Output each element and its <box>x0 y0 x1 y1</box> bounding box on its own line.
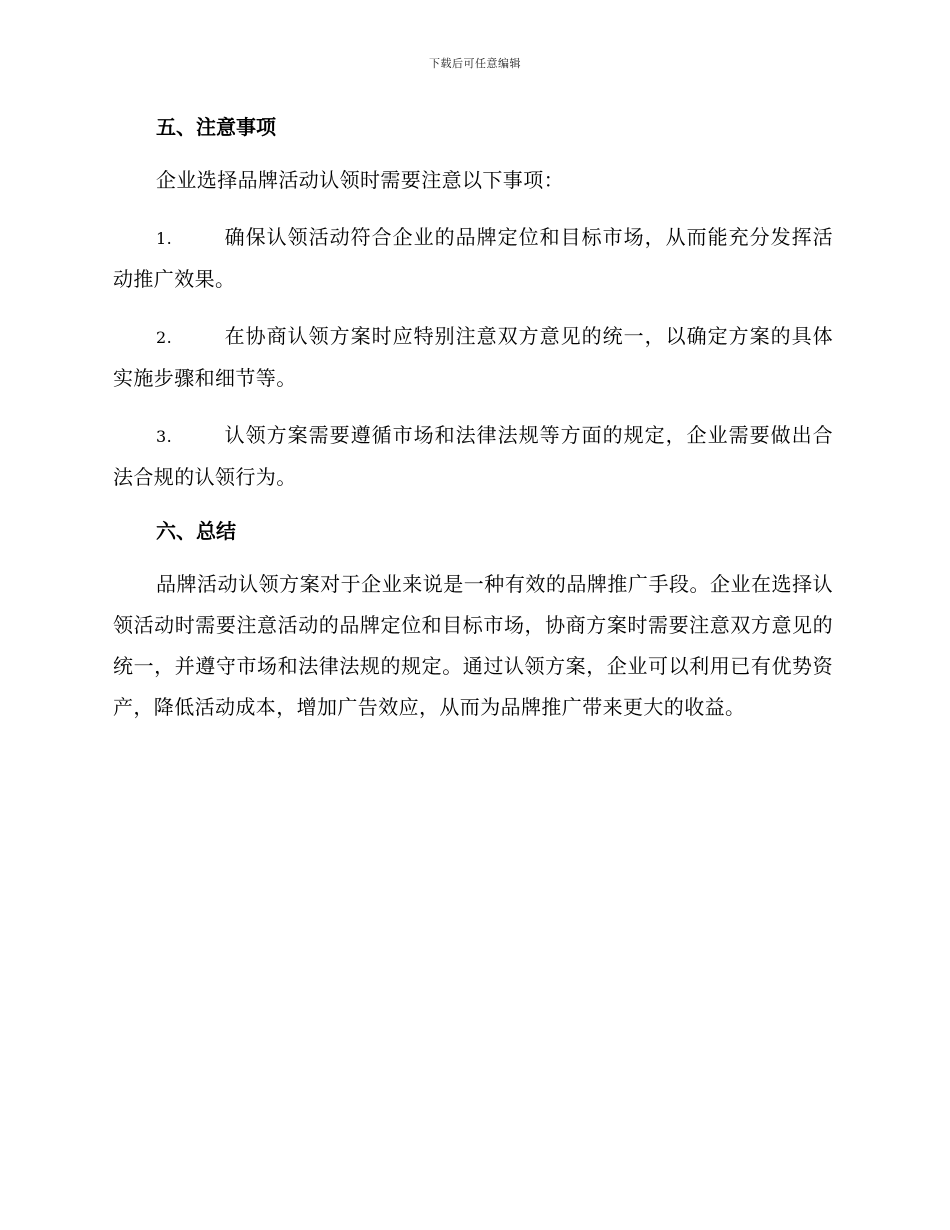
precautions-intro: 企业选择品牌活动认领时需要注意以下事项： <box>156 168 564 192</box>
document-body <box>113 110 833 744</box>
list-item <box>113 316 833 399</box>
summary-paragraph: 品牌活动认领方案对于企业来说是一种有效的品牌推广手段。企业在选择认领活动时需要注意活动的品牌定位和目标市场，协商方案时需要注意双方意见的统一，并遵守市场和法律法规的规定。通过认领方案，企业可以利用已有优势资产，降低活动成本，增加广告效应，从而为品牌推广带来更大的收益。 <box>113 572 833 719</box>
header-note: 下载后可任意编辑 <box>429 57 521 70</box>
section-heading-precautions: 五、注意事项 <box>156 115 276 139</box>
list-item-number: 1. <box>156 229 173 248</box>
section-heading-summary: 六、总结 <box>156 519 236 543</box>
list-item-text: 在协商认领方案时应特别注意双方意见的统一，以确定方案的具体实施步骤和细节等。 <box>113 324 833 390</box>
list-item <box>113 217 833 300</box>
list-item-number: 2. <box>156 328 173 347</box>
list-item <box>113 415 833 498</box>
list-item-number: 3. <box>156 427 173 446</box>
list-item-text: 认领方案需要遵循市场和法律法规等方面的规定，企业需要做出合法合规的认领行为。 <box>113 423 833 489</box>
list-item-text: 确保认领活动符合企业的品牌定位和目标市场，从而能充分发挥活动推广效果。 <box>113 225 833 291</box>
